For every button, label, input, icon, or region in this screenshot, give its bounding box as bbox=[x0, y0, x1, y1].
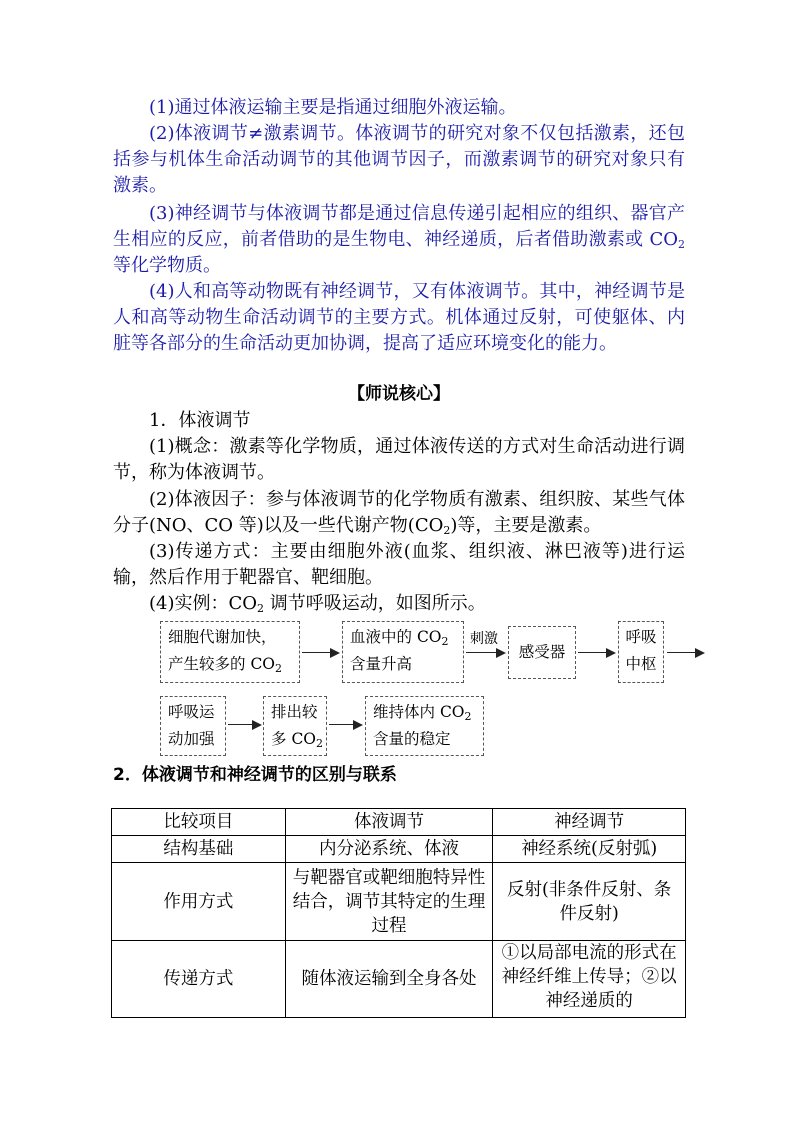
core-heading: 【师说核心】 bbox=[348, 384, 450, 404]
flow-arrow bbox=[667, 647, 705, 659]
table-row bbox=[112, 863, 686, 941]
flow-arrow bbox=[329, 719, 363, 731]
table-cell: 内分泌系统、体液 bbox=[285, 836, 493, 863]
table-header: 比较项目 bbox=[112, 809, 286, 836]
note-3: (3)神经调节与体液调节都是通过信息传递引起相应的组织、器官产生相应的反应，前者借助的是生物电、神经递质，后者借助激素或 $CO_2$ 等化学物质。 bbox=[113, 203, 685, 276]
co2-formula: $CO_2$ bbox=[439, 703, 472, 723]
flow-box-exhale-co2: 排出较 多 $CO_2$ bbox=[263, 696, 327, 756]
table-header: 体液调节 bbox=[285, 809, 493, 836]
flow-box-co2-stable: 维持体内 $CO_2$ 含量的稳定 bbox=[365, 696, 484, 756]
table-cell: 神经系统(反射弧) bbox=[493, 836, 686, 863]
table-cell: ①以局部电流的形式在神经纤维上传导；②以神经递质的 bbox=[493, 941, 686, 1018]
co2-formula: $CO_2$ bbox=[414, 515, 451, 537]
co2-formula: $CO_2$ bbox=[649, 229, 685, 251]
note-1: (1)通过体液运输主要是指通过细胞外液运输。 bbox=[149, 97, 517, 118]
table-cell: 与靶器官或靶细胞特异性结合，调节其特定的生理过程 bbox=[285, 863, 493, 941]
comparison-table bbox=[111, 808, 686, 1018]
flow-box-metabolism: 细胞代谢加快， 产生较多的 $CO_2$ bbox=[160, 621, 300, 683]
note-2: (2)体液调节≠激素调节。体液调节的研究对象不仅包括激素，还包括参与机体生命活动调节的其他调节因子，而激素调节的研究对象只有激素。 bbox=[113, 123, 685, 196]
flow-label-stimulus: 刺激 bbox=[470, 631, 498, 647]
table-cell: 作用方式 bbox=[112, 863, 286, 941]
table-cell: 反射(非条件反射、条件反射) bbox=[493, 863, 686, 941]
table-cell: 传递方式 bbox=[112, 941, 286, 1018]
section1-example: (4)实例：$CO_2$ 调节呼吸运动，如图所示。 bbox=[149, 593, 486, 615]
section1-concept: (1)概念：激素等化学物质，通过体液传送的方式对生命活动进行调节，称为体液调节。 bbox=[113, 436, 685, 483]
section1-transmission: (3)传递方式：主要由细胞外液(血浆、组织液、淋巴液等)进行运输，然后作用于靶器官、靶细胞。 bbox=[113, 541, 685, 588]
flow-box-respiratory-center: 呼吸 中枢 bbox=[618, 621, 664, 683]
note-4: (4)人和高等动物既有神经调节，又有体液调节。其中，神经调节是人和高等动物生命活动调节的主要方式。机体通过反射，可使躯体、内脏等各部分的生命活动更加协调，提高了适应环境变化的能力。 bbox=[113, 281, 685, 354]
section2-title: 2．体液调节和神经调节的区别与联系 bbox=[113, 765, 397, 785]
co2-formula: $CO_2$ bbox=[250, 655, 283, 675]
co2-formula: $CO_2$ bbox=[228, 593, 265, 615]
table-row bbox=[112, 836, 686, 863]
flow-arrow bbox=[302, 647, 340, 659]
flow-arrow bbox=[466, 647, 506, 659]
section1-factors: (2)体液因子：参与体液调节的化学物质有激素、组织胺、某些气体分子(NO、CO 等)以及一些代谢产物$(CO_2)$等，主要是激素。 bbox=[113, 489, 685, 537]
co2-formula: $CO_2$ bbox=[416, 628, 449, 648]
flow-box-breathing-enhanced: 呼吸运 动加强 bbox=[160, 696, 226, 756]
table-cell: 结构基础 bbox=[112, 836, 286, 863]
section1-title: 1．体液调节 bbox=[149, 410, 251, 431]
flow-arrow bbox=[578, 647, 616, 659]
flow-arrow bbox=[228, 719, 262, 731]
table-header: 神经调节 bbox=[493, 809, 686, 836]
flow-box-blood-co2: 血液中的 $CO_2$ 含量升高 bbox=[342, 621, 464, 683]
table-cell: 随体液运输到全身各处 bbox=[285, 941, 493, 1018]
flow-box-receptor: 感受器 bbox=[508, 626, 576, 679]
table-row bbox=[112, 941, 686, 1018]
co2-formula: $CO_2$ bbox=[291, 730, 324, 750]
table-header-row bbox=[112, 809, 686, 836]
